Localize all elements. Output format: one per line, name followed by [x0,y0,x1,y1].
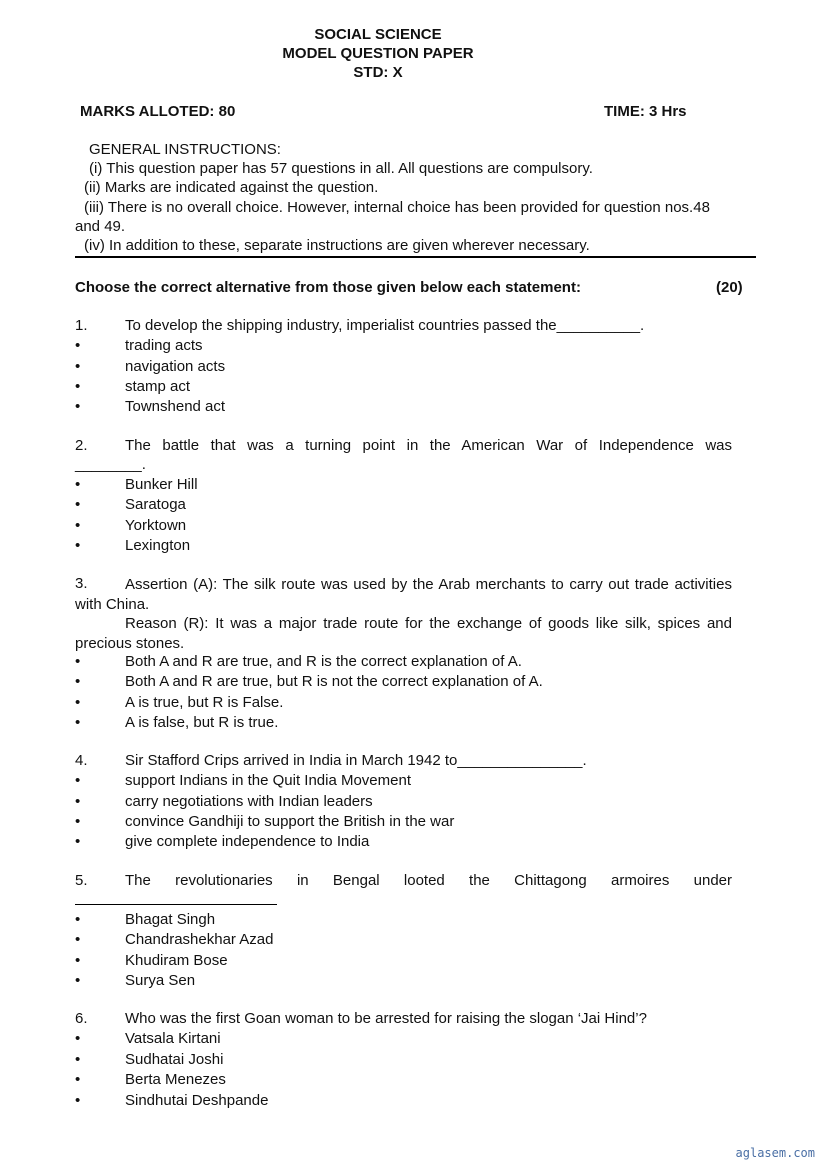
subject-title: SOCIAL SCIENCE [314,26,442,43]
section-heading: Choose the correct alternative from those given below each statement: [75,279,581,296]
bullet-icon: • [75,694,81,711]
option-text: Yorktown [125,517,187,534]
question-number: 6. [75,1010,88,1027]
option-text: Surya Sen [125,972,196,989]
time-allowed: TIME: 3 Hrs [604,103,687,120]
question-text-continued: ________. [75,456,146,473]
bullet-icon: • [75,1092,81,1109]
bullet-icon: • [75,358,81,375]
bullet-icon: • [75,337,81,354]
instruction-item-continued: and 49. [75,218,126,235]
question-number: 5. [75,872,88,889]
bullet-icon: • [75,537,81,554]
bullet-icon: • [75,1071,81,1088]
option-text: trading acts [125,337,203,354]
bullet-icon: • [75,378,81,395]
reason-text: Reason (R): It was a major trade route for the exchange of goods like silk, spices and precious stones. [75,615,732,652]
bullet-icon: • [75,772,81,789]
option-text: Vatsala Kirtani [125,1030,221,1047]
option-text: support Indians in the Quit India Movement [125,772,411,789]
option-text: Berta Menezes [125,1071,226,1088]
option-text: Bhagat Singh [125,911,216,928]
option-text: Both A and R are true, and R is the correct explanation of A. [125,653,522,670]
question-number: 2. [75,437,88,454]
horizontal-divider [75,256,756,258]
option-text: convince Gandhiji to support the British in the war [125,813,455,830]
option-text: Lexington [125,537,191,554]
standard-label: STD: X [353,64,403,81]
question-text: The revolutionaries in Bengal looted the Chittagong armoires under [125,872,732,889]
option-text: Townshend act [125,398,226,415]
question-text: Who was the first Goan woman to be arrested for raising the slogan ‘Jai Hind’? [125,1010,647,1027]
question-text: Sir Stafford Crips arrived in India in March 1942 to_______________. [125,752,587,769]
option-text: stamp act [125,378,191,395]
question-text: The battle that was a turning point in the American War of Independence was [125,437,732,454]
instruction-item: (i) This question paper has 57 questions in all. All questions are compulsory. [89,160,593,177]
question-text: To develop the shipping industry, imperialist countries passed the__________. [125,317,645,334]
bullet-icon: • [75,911,81,928]
bullet-icon: • [75,793,81,810]
option-text: A is true, but R is False. [125,694,284,711]
bullet-icon: • [75,833,81,850]
bullet-icon: • [75,398,81,415]
instruction-item: (ii) Marks are indicated against the question. [84,179,379,196]
instructions-heading: GENERAL INSTRUCTIONS: [89,141,281,158]
source-watermark: aglasem.com [735,1146,815,1160]
option-text: carry negotiations with Indian leaders [125,793,373,810]
marks-allotted: MARKS ALLOTED: 80 [80,103,236,120]
section-marks: (20) [716,279,743,296]
bullet-icon: • [75,931,81,948]
instruction-item: (iv) In addition to these, separate instructions are given wherever necessary. [84,237,590,254]
question-number: 1. [75,317,88,334]
bullet-icon: • [75,972,81,989]
bullet-icon: • [75,813,81,830]
bullet-icon: • [75,653,81,670]
option-text: Both A and R are true, but R is not the correct explanation of A. [125,673,543,690]
option-text: A is false, but R is true. [125,714,279,731]
instruction-item: (iii) There is no overall choice. However, internal choice has been provided for question nos.48 [84,199,710,216]
option-text: Chandrashekhar Azad [125,931,274,948]
bullet-icon: • [75,1030,81,1047]
option-text: Bunker Hill [125,476,198,493]
bullet-icon: • [75,1051,81,1068]
bullet-icon: • [75,476,81,493]
option-text: Saratoga [125,496,186,513]
bullet-icon: • [75,952,81,969]
paper-title: MODEL QUESTION PAPER [282,45,474,62]
bullet-icon: • [75,673,81,690]
assertion-text: Assertion (A): The silk route was used by the Arab merchants to carry out trade activities with China. [75,576,732,613]
bullet-icon: • [75,714,81,731]
option-text: navigation acts [125,358,226,375]
option-text: Khudiram Bose [125,952,228,969]
bullet-icon: • [75,517,81,534]
option-text: Sudhatai Joshi [125,1051,224,1068]
question-number: 3. [75,575,88,592]
option-text: give complete independence to India [125,833,370,850]
question-number: 4. [75,752,88,769]
answer-blank-line [75,904,277,905]
option-text: Sindhutai Deshpande [125,1092,269,1109]
bullet-icon: • [75,496,81,513]
